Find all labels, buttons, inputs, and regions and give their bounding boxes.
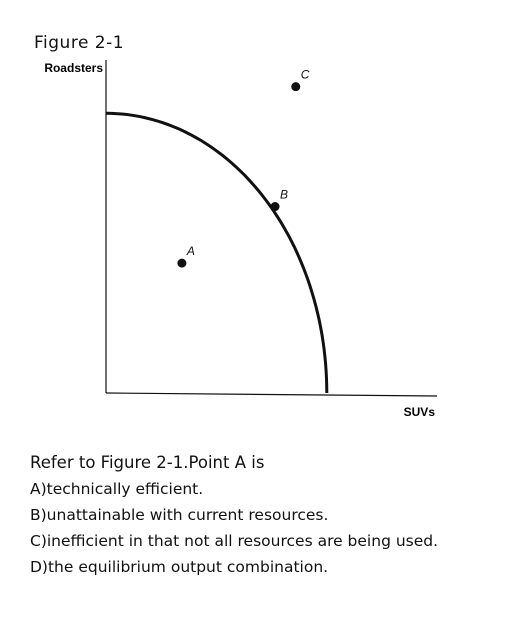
x-axis-label: SUVs (403, 405, 435, 419)
point-a (177, 259, 186, 268)
option-c: C)inefficient in that not all resources are being used. (30, 532, 439, 550)
x-axis (106, 393, 437, 396)
option-b: B)unattainable with current resources. (30, 506, 329, 524)
y-axis-label: Roadsters (44, 61, 103, 75)
question-block (30, 450, 438, 580)
option-a: A)technically efficient. (30, 480, 204, 498)
point-b (271, 202, 280, 211)
point-label-c: C (300, 67, 310, 82)
figure-title: Figure 2-1 (34, 33, 125, 53)
option-d: D)the equilibrium output combination. (30, 558, 329, 576)
point-c (291, 82, 300, 91)
point-label-a: A (186, 244, 195, 259)
ppf-curve (106, 113, 327, 393)
point-label-b: B (280, 187, 289, 202)
question-stem: Refer to Figure 2-1.Point A is (30, 453, 265, 472)
